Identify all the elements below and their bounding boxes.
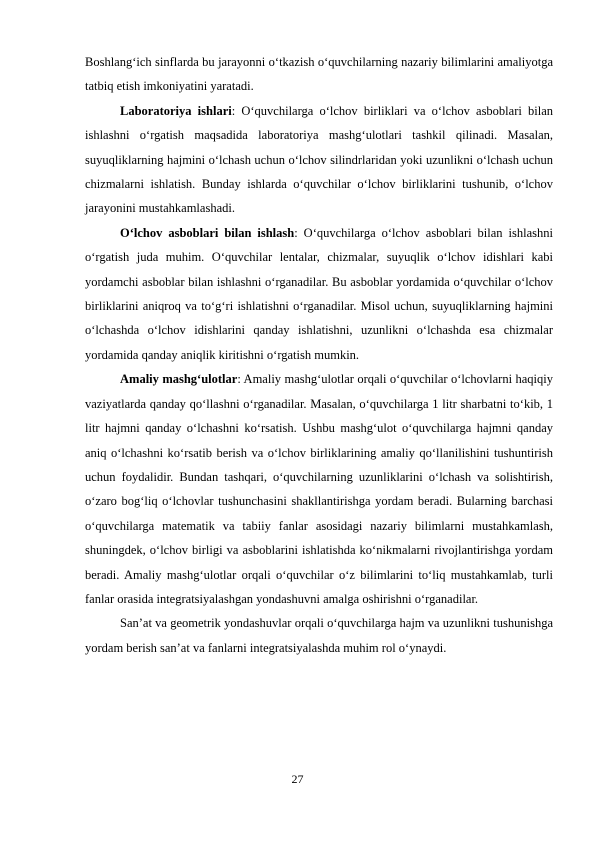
paragraph-heading: Amaliy mashg‘ulotlar: [120, 372, 238, 387]
paragraph-text: O‘quvchilarga o‘lchov asboblari bilan ishlashni o‘rgatish juda muhim. O‘quvchilar lentalar, chizmalar, suyuqlik o‘lchov idishlari kabi yordamchi asboblar bilan ishlashni o‘rganadilar. Bu asboblar yordamida o‘quvchilar o‘lchov birliklarini aniqroq va to‘g‘ri ishlatishni o‘rganadilar. Misol uchun, suyuqliklarning hajmini o‘lchashda o‘lchov idishlarini qanday ishlatishni, uzunlikni o‘lchashda esa chizmalar yordamida qanday aniqlik kiritishni o‘rgatish mumkin.: [85, 225, 553, 362]
heading-separator: :: [237, 372, 244, 387]
paragraph-art-geometry: [85, 611, 553, 660]
paragraph-text: Boshlang‘ich sinflarda bu jarayonni o‘tkazish o‘quvchilarning nazariy bilimlarini amaliyotga tatbiq etish imkoniyatini yaratadi.: [85, 55, 553, 94]
heading-separator: :: [294, 225, 304, 240]
paragraph-laboratory-work: [85, 99, 553, 221]
paragraph-heading: O‘lchov asboblari bilan ishlash: [120, 225, 295, 240]
paragraph-measuring-instruments: [85, 221, 553, 367]
paragraph-practical-lessons: [85, 367, 553, 611]
paragraph-intro: [85, 50, 553, 99]
paragraph-text: O‘quvchilarga o‘lchov birliklari va o‘lchov asboblari bilan ishlashni o‘rgatish maqsadida laboratoriya mashg‘ulotlari tashkil qilinadi. Masalan, suyuqliklarning hajmini o‘lchash uchun o‘lchov silindrlaridan yoki uzunlikni o‘lchash uchun chizmalarni ishlatish. Bunday ishlarda o‘quvchilar o‘lchov birliklarini tushunib, o‘lchov jarayonini mustahkamlashadi.: [85, 103, 553, 216]
heading-separator: :: [231, 103, 242, 118]
paragraph-text: San’at va geometrik yondashuvlar orqali o‘quvchilarga hajm va uzunlikni tushunishga yordam berish san’at va fanlarni integratsiyalashda muhim rol o‘ynaydi.: [85, 616, 553, 655]
page-body: [85, 50, 553, 660]
page-number: 27: [291, 772, 304, 786]
paragraph-heading: Laboratoriya ishlari: [120, 103, 232, 118]
paragraph-text: Amaliy mashg‘ulotlar orqali o‘quvchilar o‘lchovlarni haqiqiy vaziyatlarda qanday qo‘llashni o‘rganadilar. Masalan, o‘quvchilarga 1 litr sharbatni to‘kib, 1 litr hajmni qanday o‘lchashni ko‘rsatish. Ushbu mashg‘ulot o‘quvchilarga hajmni qanday aniq o‘lchashni ko‘rsatib berish va o‘lchov birliklarining amaliy qo‘llanilishini tushuntirish uchun foydalidir. Bundan tashqari, o‘quvchilarning uzunliklarini o‘lchash va solishtirish, o‘zaro bog‘liq o‘lchovlar tushunchasini shakllantirishga yordam beradi. Bularning barchasi o‘quvchilarga matematik va tabiiy fanlar asosidagi nazariy bilimlarni mustahkamlash, shuningdek, o‘lchov birligi va asboblarini ishlatishda ko‘nikmalarni rivojlantirishga yordam beradi. Amaliy mashg‘ulotlar orqali o‘quvchilar o‘z bilimlarini to‘liq mustahkamlab, turli fanlar orasida integratsiyalashgan yondashuvni amalga oshirishni o‘rganadilar.: [85, 372, 553, 606]
